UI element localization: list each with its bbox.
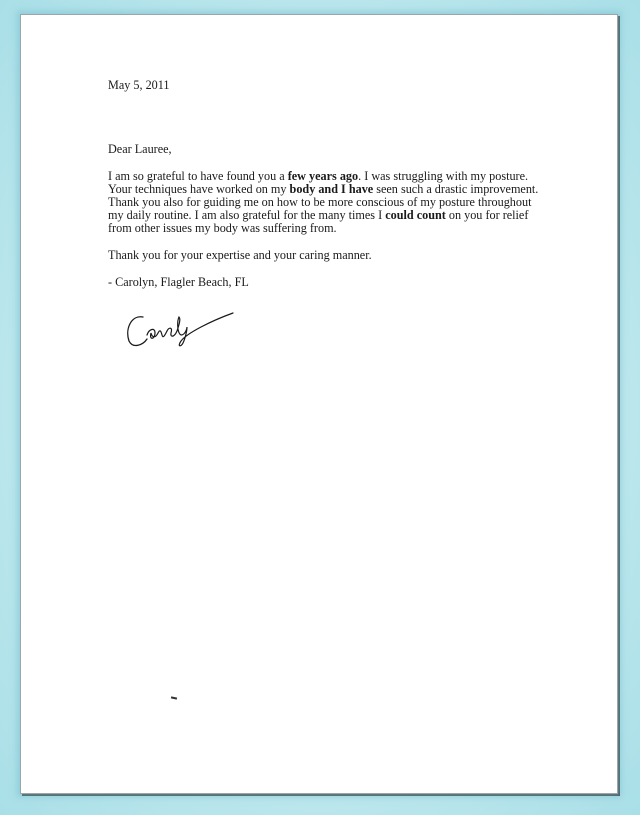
salutation: Dear Lauree, xyxy=(108,142,172,156)
paragraph-line-2: Your techniques have worked on my body and I have seen such a drastic improvement. xyxy=(108,182,539,196)
paragraph-line-1: I am so grateful to have found you a few years ago. I was struggling with my posture. xyxy=(108,169,529,183)
handwritten-signature xyxy=(121,305,241,355)
letter-page xyxy=(20,14,618,794)
paragraph-line-3: Thank you also for guiding me on how to be more conscious of my posture throughout xyxy=(108,195,532,209)
sign-off: - Carolyn, Flagler Beach, FL xyxy=(108,275,249,289)
paragraph-line-5: from other issues my body was suffering from. xyxy=(108,221,337,235)
letter-paragraph xyxy=(108,170,548,235)
paper-speck xyxy=(171,696,177,699)
closing-thanks: Thank you for your expertise and your caring manner. xyxy=(108,248,372,262)
paragraph-line-4: my daily routine. I am also grateful for the many times I could count on you for relief xyxy=(108,208,529,222)
letter-body xyxy=(108,79,548,289)
letter-date: May 5, 2011 xyxy=(108,78,170,92)
